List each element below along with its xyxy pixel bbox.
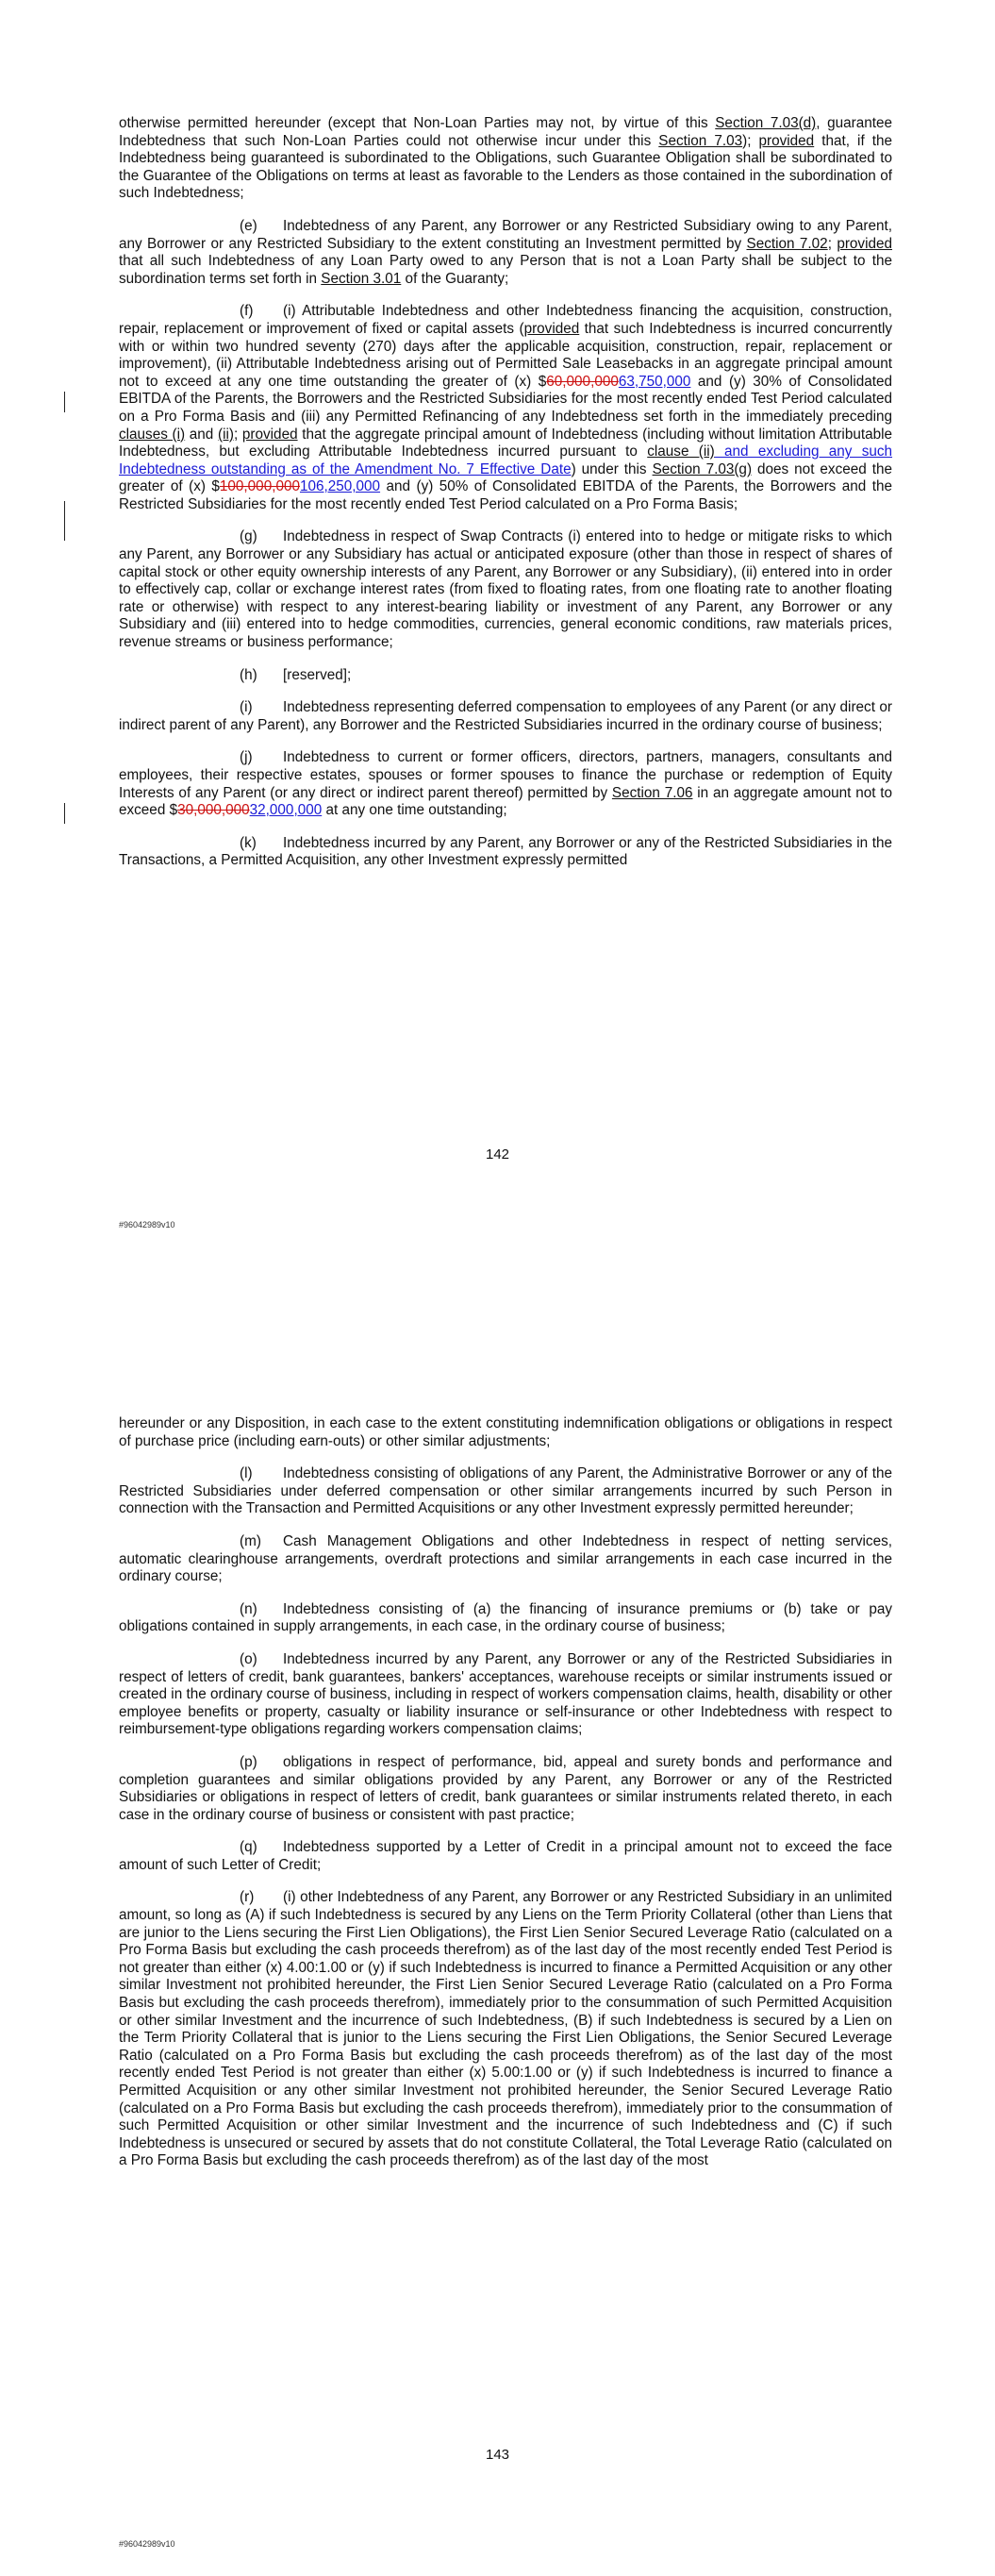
- paragraph-continuation: hereunder or any Disposition, in each case to the extent constituting indemnification obligations or obligations in respect of purchase price (including earn-outs) or other similar adjustments;: [119, 1415, 892, 1449]
- clause-q: (q) Indebtedness supported by a Letter of Credit in a principal amount not to exceed the face amount of such Letter of Credit;: [119, 1839, 892, 1873]
- section-reference: Section 7.02: [746, 235, 828, 252]
- clause-n: (n) Indebtedness consisting of (a) the financing of insurance premiums or (b) take or pay obligations contained in supply arrangements, in each case, in the ordinary course of business;: [119, 1600, 892, 1635]
- clause-label: (p): [240, 1753, 257, 1770]
- clause-f: (f) (i) Attributable Indebtedness and other Indebtedness financing the acquisition, construction, repair, replacement or improvement of fixed or capital assets (provided that such Indebtedness is incurred concurrently with or within two hundred seventy (270) days after the applicable acquisition, construction, repair, replacement or improvement), (ii) Attributable Indebtedness arising out of Permitted Sale Leasebacks in an aggregate principal amount not to exceed at any one time outstanding the greater of (x) $60,000,00063,750,000 and (y) 30% of Consolidated EBITDA of the Parents, the Borrowers and the Restricted Subsidiaries for the most recently ended Test Period calculated on a Pro Forma Basis and (iii) any Permitted Refinancing of any Indebtedness set forth in the immediately preceding clauses (i) and (ii); provided that the aggregate principal amount of Indebtedness (including without limitation Attributable Indebtedness, but excluding Attributable Indebtedness incurred pursuant to clause (ii) and excluding any such Indebtedness outstanding as of the Amendment No. 7 Effective Date) under this Section 7.03(g) does not exceed the greater of (x) $100,000,000106,250,000 and (y) 50% of Consolidated EBITDA of the Parents, the Borrowers and the Restricted Subsidiaries for the most recently ended Test Period calculated on a Pro Forma Basis;: [119, 303, 892, 513]
- document-id: #96042989v10: [119, 1220, 175, 1229]
- change-bar: [64, 392, 65, 412]
- proviso-term: provided: [837, 235, 893, 252]
- page-body: [119, 1415, 892, 2185]
- inserted-text: and excluding any such Indebtedness outstanding as of the Amendment No. 7 Effective Date: [119, 443, 893, 477]
- clause-e: (e) Indebtedness of any Parent, any Borrower or any Restricted Subsidiary owing to any Parent, any Borrower or any Restricted Subsidiary to the extent constituting an Investment permitted by Section 7.02; provided that all such Indebtedness of any Loan Party owed to any Person that is not a Loan Party shall be subject to the subordination terms set forth in Section 3.01 of the Guaranty;: [119, 217, 893, 287]
- section-reference: Section 7.03(g): [652, 460, 753, 477]
- clause-r: (r) (i) other Indebtedness of any Parent, any Borrower or any Restricted Subsidiary in an unlimited amount, so long as (A) if such Indebtedness is secured by any Liens on the Term Priority Collateral (other than Liens that are junior to the Liens securing the First Lien Obligations), the First Lien Senior Secured Leverage Ratio (calculated on a Pro Forma Basis but excluding the cash proceeds therefrom) as of the last day of the most recently ended Test Period is not greater than either (x) 4.00:1.00 or (y) if such Indebtedness is incurred to finance a Permitted Acquisition or any other similar Investment not prohibited hereunder, the First Lien Senior Secured Leverage Ratio (calculated on a Pro Forma Basis but excluding the cash proceeds therefrom), immediately prior to the consummation of such Permitted Acquisition or other similar Investment and the incurrence of such Indebtedness, (B) if such Indebtedness is secured by a Lien on the Term Priority Collateral that is junior to the Liens securing the First Lien Obligations, the Senior Secured Leverage Ratio (calculated on a Pro Forma Basis but excluding the cash proceeds therefrom) as of the last day of the most recently ended Test Period is not greater than either (x) 5.00:1.00 or (y) if such Indebtedness is incurred to finance a Permitted Acquisition or any other similar Investment not prohibited hereunder, the Senior Secured Leverage Ratio (calculated on a Pro Forma Basis but excluding the cash proceeds therefrom), immediately prior to the consummation of such Permitted Acquisition or other similar Investment and the incurrence of such Indebtedness and (C) if such Indebtedness is unsecured or secured by assets that do not constitute Collateral, the Total Leverage Ratio (calculated on a Pro Forma Basis but excluding the cash proceeds therefrom) as of the last day of the most: [119, 1889, 892, 2169]
- clause-reference: clauses (i): [119, 426, 186, 443]
- clause-m: (m) Cash Management Obligations and other Indebtedness in respect of netting services, automatic clearinghouse arrangements, overdraft protections and similar arrangements in each case incurred in the ordinary course;: [119, 1532, 892, 1585]
- inserted-amount: 106,250,000: [299, 478, 381, 495]
- clause-j: (j) Indebtedness to current or former officers, directors, partners, managers, consultants and employees, their respective estates, spouses or former spouses to finance the purchase or redemption of Equity Interests of any Parent (or any direct or indirect parent thereof) permitted by Section 7.06 in an aggregate amount not to exceed $30,000,00032,000,000 at any one time outstanding;: [119, 749, 892, 819]
- clause-reference: clause (ii): [647, 443, 715, 460]
- clause-label: (n): [240, 1600, 257, 1617]
- deleted-amount: 100,000,000: [219, 478, 300, 495]
- clause-o: (o) Indebtedness incurred by any Parent, any Borrower or any of the Restricted Subsidiaries in respect of letters of credit, bank guarantees, bankers' acceptances, warehouse receipts or similar instruments issued or created in the ordinary course of business, including in respect of workers compensation claims, health, disability or other employee benefits or property, casualty or liability insurance or self-insurance or other Indebtedness with respect to reimbursement-type obligations regarding workers compensation claims;: [119, 1650, 892, 1738]
- clause-label: (m): [240, 1532, 261, 1549]
- section-reference: Section 3.01: [321, 270, 402, 287]
- clause-label: (q): [240, 1839, 257, 1856]
- clause-label: (l): [240, 1465, 253, 1482]
- clause-label: (g): [240, 528, 257, 545]
- change-bar: [64, 501, 65, 541]
- proviso-term: provided: [241, 426, 298, 443]
- clause-l: (l) Indebtedness consisting of obligations of any Parent, the Administrative Borrower or any of the Restricted Subsidiaries under deferred compensation or other similar arrangements incurred by such Person in connection with the Transaction and Permitted Acquisitions or any other Investment expressly permitted hereunder;: [119, 1465, 892, 1517]
- clause-k: (k) Indebtedness incurred by any Parent, any Borrower or any of the Restricted Subsidiaries in the Transactions, a Permitted Acquisition, any other Investment expressly permitted: [119, 834, 892, 869]
- clause-label: (e): [240, 217, 257, 234]
- clause-label: (j): [240, 749, 253, 766]
- deleted-amount: 30,000,000: [177, 802, 250, 819]
- clause-reference: (ii): [217, 426, 234, 443]
- deleted-amount: 60,000,000: [546, 373, 619, 390]
- page-number: 143: [485, 2447, 510, 2463]
- page-number: 142: [485, 1146, 510, 1163]
- clause-p: (p) obligations in respect of performance, bid, appeal and surety bonds and performance and completion guarantees and similar obligations provided by any Parent, any Borrower or any of the Restricted Subsidiaries or obligations in respect of letters of credit, bank guarantees or similar instruments related thereto, in each case in the ordinary course of business or consistent with past practice;: [119, 1753, 892, 1823]
- document-id: #96042989v10: [119, 2539, 175, 2549]
- section-reference: Section 7.03: [658, 132, 743, 149]
- page-body: [119, 115, 892, 885]
- page-143: [0, 1288, 995, 2576]
- clause-label: (k): [240, 834, 257, 851]
- clause-label: (f): [240, 303, 254, 320]
- paragraph-continuation: otherwise permitted hereunder (except that Non-Loan Parties may not, by virtue of this Section 7.03(d), guarantee Indebtedness that such Non-Loan Parties could not otherwise incur under this Section 7.03); provided that, if the Indebtedness being guaranteed is subordinated to the Obligations, such Guarantee Obligation shall be subordinated to the Guarantee of the Obligations on terms at least as favorable to the Lenders as those contained in the subordination of such Indebtedness;: [119, 115, 892, 202]
- clause-label: (r): [240, 1889, 255, 1906]
- change-bar: [64, 803, 65, 824]
- clause-g: (g) Indebtedness in respect of Swap Contracts (i) entered into to hedge or mitigate risks to which any Parent, any Borrower or any Subsidiary has actual or anticipated exposure (other than those in respect of shares of capital stock or other equity ownership interests of any Parent, any Borrower or any Subsidiary), (ii) entered into in order to effectively cap, collar or exchange interest rates (from fixed to floating rates, from one floating rate to another floating rate or otherwise) with respect to any interest-bearing liability or investment of any Parent, any Borrower or any Subsidiary and (iii) entered into to hedge commodities, currencies, general economic conditions, raw materials prices, revenue streams or business performance;: [119, 528, 892, 651]
- proviso-term: provided: [523, 320, 580, 337]
- section-reference: Section 7.06: [611, 784, 693, 801]
- clause-label: (i): [240, 699, 253, 716]
- clause-h: (h) [reserved];: [240, 666, 352, 683]
- section-reference: Section 7.03(d): [715, 115, 817, 131]
- inserted-amount: 32,000,000: [249, 802, 323, 819]
- clause-i: (i) Indebtedness representing deferred compensation to employees of any Parent (or any direct or indirect parent of any Parent), any Borrower and the Restricted Subsidiaries incurred in the ordinary course of business;: [119, 699, 892, 733]
- proviso-term: provided: [758, 132, 815, 149]
- inserted-amount: 63,750,000: [618, 373, 691, 390]
- clause-label: (h): [240, 666, 257, 683]
- clause-label: (o): [240, 1650, 257, 1667]
